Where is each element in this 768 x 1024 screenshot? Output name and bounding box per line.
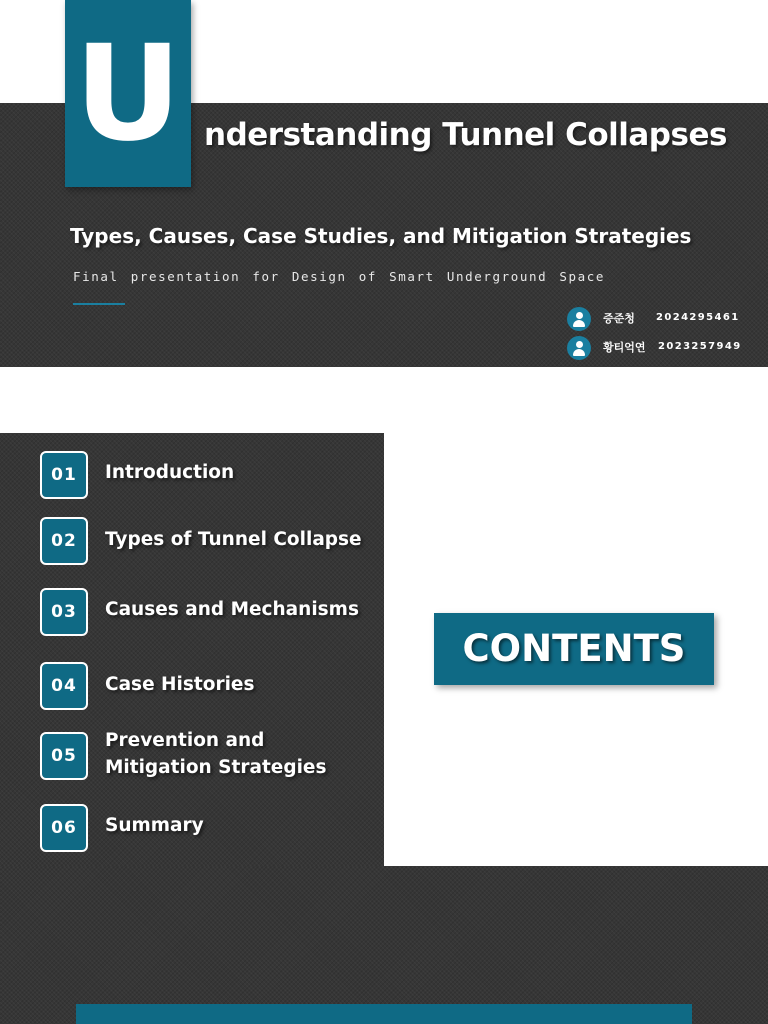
item-label: Summary bbox=[105, 815, 204, 836]
item-label-line-1: Prevention and bbox=[105, 730, 265, 751]
item-number: 04 bbox=[40, 662, 88, 710]
item-number: 01 bbox=[40, 451, 88, 499]
contents-panel bbox=[0, 433, 384, 866]
user-icon bbox=[567, 307, 591, 331]
item-label: Causes and Mechanisms bbox=[105, 599, 359, 620]
author-name: 황티억연 bbox=[603, 341, 646, 354]
item-label: Types of Tunnel Collapse bbox=[105, 529, 362, 550]
item-label: Case Histories bbox=[105, 674, 255, 695]
presentation-title: nderstanding Tunnel Collapses bbox=[204, 117, 727, 153]
item-label-line-2: Mitigation Strategies bbox=[105, 757, 327, 778]
title-slide bbox=[0, 0, 768, 367]
author-student-id: 2024295461 bbox=[656, 312, 740, 323]
item-label: Introduction bbox=[105, 462, 235, 483]
author-student-id: 2023257949 bbox=[658, 341, 742, 352]
item-number: 02 bbox=[40, 517, 88, 565]
contents-slide bbox=[0, 433, 768, 866]
item-number: 03 bbox=[40, 588, 88, 636]
user-icon bbox=[567, 336, 591, 360]
contents-heading: CONTENTS bbox=[434, 613, 714, 685]
presentation-subtitle: Types, Causes, Case Studies, and Mitigation Strategies bbox=[70, 224, 692, 248]
item-number: 05 bbox=[40, 732, 88, 780]
presentation-tagline: Final presentation for Design of Smart Underground Space bbox=[73, 269, 606, 284]
next-slide bbox=[0, 866, 768, 1024]
section-header-bar bbox=[76, 1004, 692, 1024]
accent-divider bbox=[73, 303, 125, 305]
title-initial-block bbox=[65, 0, 191, 187]
item-number: 06 bbox=[40, 804, 88, 852]
title-initial: U bbox=[74, 17, 182, 171]
author-name: 증준청 bbox=[603, 312, 635, 325]
